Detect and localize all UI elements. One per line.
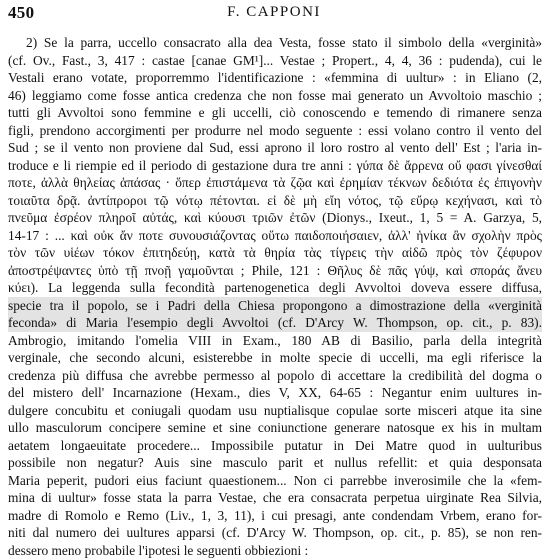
- text-line: dulgere concubitu et coniugali quodam usu nuptialisque copulae sorte misceri atque ita sine: [8, 402, 542, 418]
- text-line: ullo masculorum concipere semine et sine coniunctione generare natosque ex his in multam: [8, 420, 542, 435]
- highlighted-text-line: feconda» di Maria l'esempio degli Avvoltoi (cf. D'Arcy W. Thompson, op. cit., p. 83).: [8, 315, 542, 330]
- text-line: ποτε, ἀλλὰ θηλείας ἁπάσας · ὅπερ ἐπιστάμενα τὰ ζῷα καὶ ἐρημίαν τέκνων δεδιότα ἐς ἐπιγονὴν: [8, 175, 542, 190]
- text-line: Vestali erano votate, proporremmo l'identificazione : «femmina di uultur» : in Eliano (2,: [8, 70, 542, 85]
- page-header: [0, 0, 548, 26]
- running-head: F. CAPPONI: [227, 4, 321, 20]
- text-line: tutti gli Avvoltoi sono femmine e gli uccelli, ciò conoscendo e temendo di rimanere senza: [8, 105, 542, 120]
- text-line: 14-17 : ... καὶ οὐκ ἄν ποτε συνουσιάζοντας οὕτω παιδοποιήσαιεν, ἀλλ' ἡνίκα ἂν σχολὴν πρὸς: [8, 227, 542, 243]
- text-line: ἀποστρέψαντες ὑπὸ τῇ πνοῇ γαμοῦνται ; Phile, 121 : Θῆλυς δὲ πᾶς γύψ, καὶ σποράς ἄνευ: [8, 262, 542, 278]
- text-line: troduce e li riempie ed il periodo di gestazione dura tre anni : γύπα δὲ ἄρρενα οὔ φασι γίνεσθαί: [8, 157, 542, 173]
- text-line: del mistero dell' Incarnazione (Hexam., dies V, XX, 64-65 : Negantur enim uultures in-: [8, 385, 542, 400]
- text-line: verginale, che secondo alcuni, esisterebbe in molte specie di uccelli, ma egli riferisce la: [8, 350, 542, 365]
- highlighted-text-line: specie tra il popolo, se i Padri della Chiesa propongono a dimostrazione della «verginità: [8, 297, 542, 313]
- text-line: κύει). La leggenda sulla fecondità partenogenetica degli Avvoltoi doveva essere diffusa,: [8, 280, 542, 295]
- text-line: 46) leggiamo come fosse antica credenza che non fosse mai generato un Avvoltoio maschio ;: [8, 87, 542, 103]
- text-line: πνεῦμα ἐσρέον πληροῖ αὐτάς, καὶ κύουσι τριῶν ἐτῶν (Dionys., Ixeut., 1, 5 = A. Garzya, 5,: [8, 210, 542, 225]
- text-line: Sud ; se il vento non proviene dal Sud, essi aprono il loro rostro al vento dell' Est ; l'aria in-: [8, 140, 542, 155]
- text-line: aetatem longaeuitate procedere... Impossibile putatur in Dei Matre quod in uulturibus: [8, 437, 542, 453]
- text-line: possibile non negatur? Auis sine masculo parit et nullus refellit: et quia desponsata: [8, 455, 542, 470]
- text-line: τοιαῦτα δρᾷ. ἀντίπροροι τῷ νότῳ πέτονται. εἰ δὲ μὴ εἴη νότος, τῷ εὔρῳ κεχήνασι, καὶ τὸ: [8, 192, 542, 208]
- text-line: τὸν τῶν υἱέων τόκον ἐπιτηδεύῃ, κατὰ τὰ θηρία τὰς τίγρεις τὴν αἰδῶ πρὸς τὸν ζέφυρον: [8, 245, 542, 260]
- text-line: Maria peperit, pudori eius faciunt quaestionem... Non ci parrebbe inverosimile che la «fem-: [8, 472, 542, 488]
- text-line: dessero meno probabile l'ipotesi le seguenti obbiezioni :: [8, 542, 309, 558]
- text-line: Ambrogio, imitando l'omelia VIII in Exam., 180 AB di Basilio, parla della integrità: [8, 332, 542, 348]
- text-line: figli, prendono accorgimenti per produrre nel modo seguente : essi volano contro il vento del: [8, 122, 542, 138]
- text-line: madre di Romolo e Remo (Liv., 1, 3, 11), i cui presagi, ante condendam Vrbem, erano for-: [8, 507, 542, 523]
- text-line: 2) Se la parra, uccello consacrato alla dea Vesta, fosse stato il simbolo della «verginità»: [26, 35, 542, 50]
- page-number: 450: [8, 3, 35, 22]
- text-line: mina di uultur» fosse stata la parra Vestae, che era consacrata perpetua uirginate Rea Silvia,: [8, 490, 542, 505]
- text-line: (cf. Ov., Fast., 3, 417 : castae [canae GM¹]... Vestae ; Propert., 4, 4, 36 : pudenda), cui le: [8, 52, 542, 68]
- text-line: credenza più diffusa che avrebbe permesso al popolo di accettare la credibilità del dogma o: [8, 367, 542, 383]
- text-line: niti dal numero dei uultures apparsi (cf. D'Arcy W. Thompson, op. cit., p. 85), se non ren-: [8, 525, 542, 540]
